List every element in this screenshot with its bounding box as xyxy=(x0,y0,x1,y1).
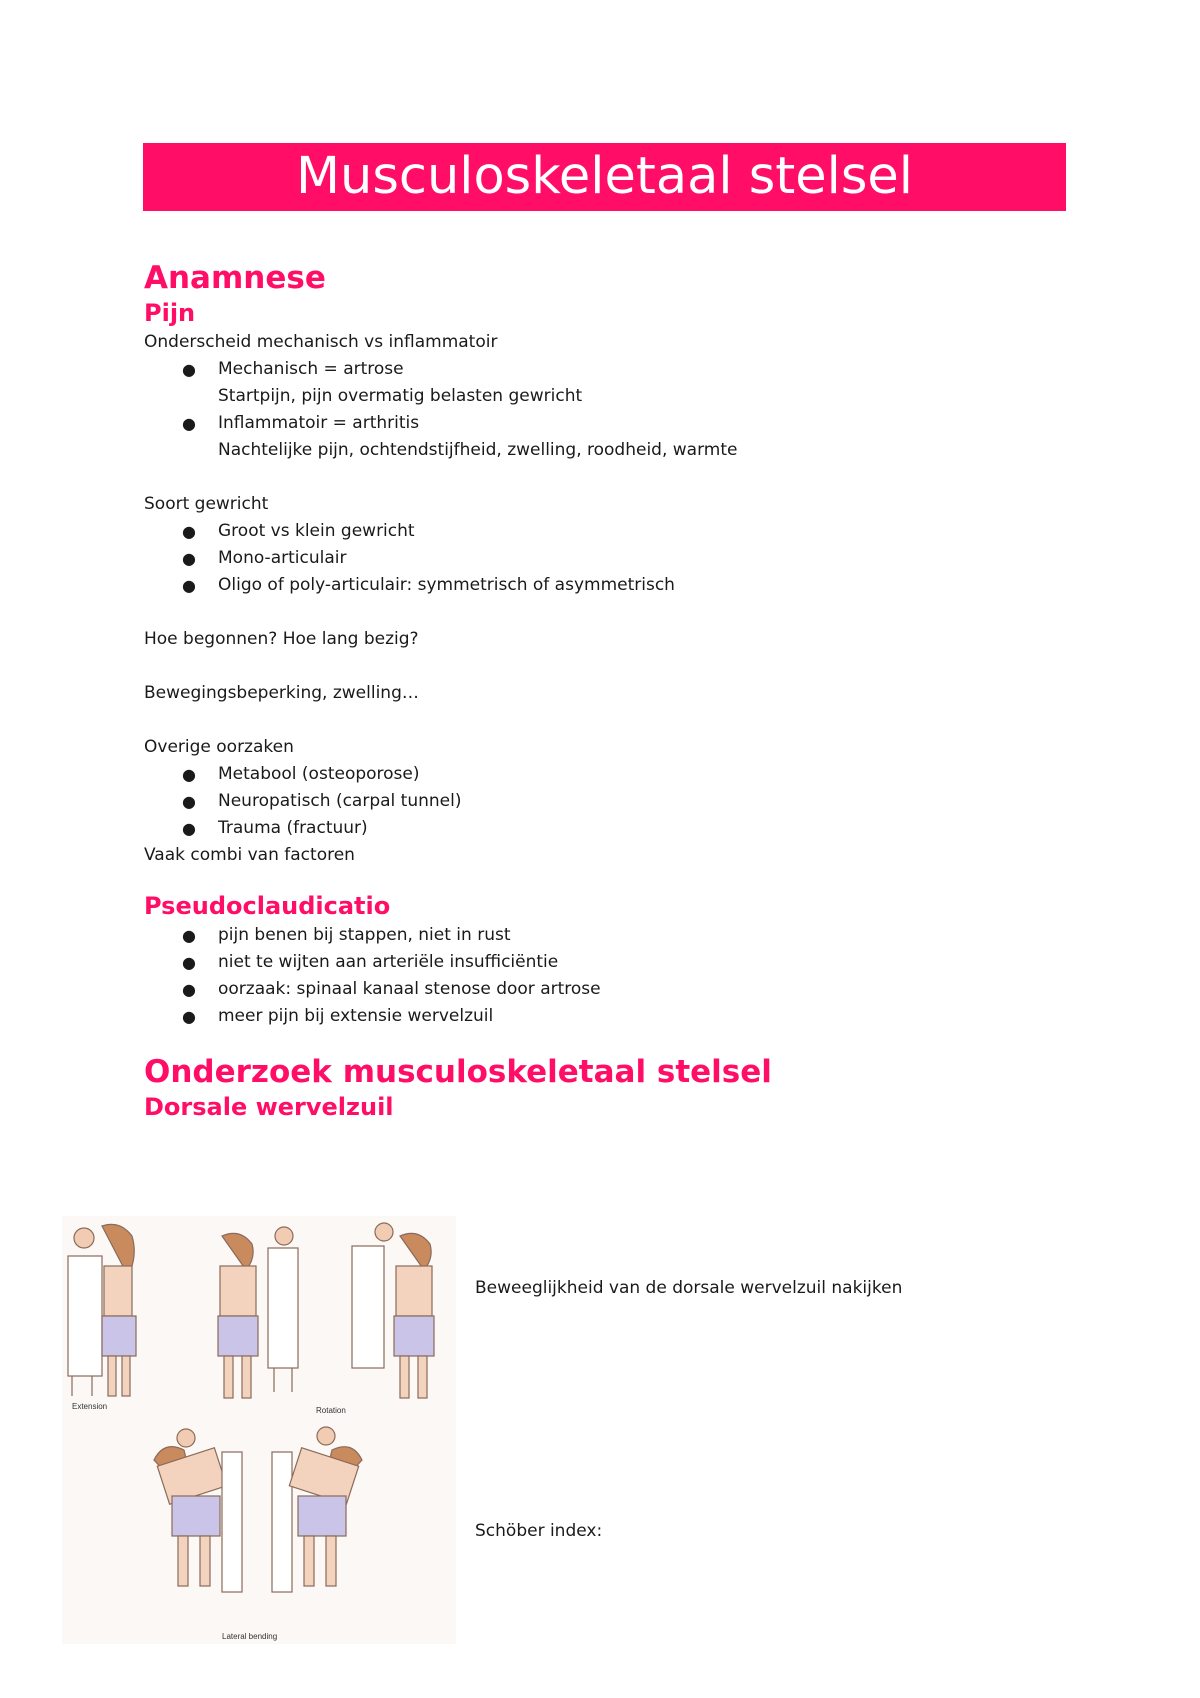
schober-index-label: Schöber index: xyxy=(475,1521,603,1541)
list-item xyxy=(144,572,1064,599)
heading-onderzoek: Onderzoek musculoskeletaal stelsel xyxy=(144,1054,772,1090)
list-item xyxy=(144,518,1064,545)
caption-extension: Extension xyxy=(72,1402,108,1411)
extension-figure xyxy=(68,1224,136,1396)
list-item-text: niet te wijten aan arteriële insufficiëntie xyxy=(218,952,559,972)
list-item xyxy=(144,788,1064,815)
pijn-list xyxy=(144,356,1064,464)
soort-list xyxy=(144,518,1064,599)
lateral-bending-figure-1 xyxy=(154,1429,242,1592)
list-item-text: Oligo of poly-articulair: symmetrisch of asymmetrisch xyxy=(218,575,675,595)
bullet-icon: ● xyxy=(182,414,196,433)
document-title: Musculoskeletaal stelsel xyxy=(143,143,1066,211)
list-item-text: Trauma (fractuur) xyxy=(218,818,368,838)
list-item xyxy=(144,815,1064,842)
bewegingsbeperking: Bewegingsbeperking, zwelling… xyxy=(144,683,419,703)
bullet-icon: ● xyxy=(182,980,196,999)
bullet-icon: ● xyxy=(182,926,196,945)
bullet-icon: ● xyxy=(182,522,196,541)
beweeglijkheid-text: Beweeglijkheid van de dorsale wervelzuil nakijken xyxy=(475,1278,903,1298)
rotation-figure-1 xyxy=(218,1227,298,1398)
overige-label: Overige oorzaken xyxy=(144,737,294,757)
spine-exam-drawing xyxy=(62,1216,456,1644)
bullet-icon: ● xyxy=(182,765,196,784)
list-item-text: Mono-articulair xyxy=(218,548,347,568)
list-item-sub: Startpijn, pijn overmatig belasten gewricht xyxy=(218,386,583,406)
bullet-icon: ● xyxy=(182,1007,196,1026)
list-item-main: Mechanisch = artrose xyxy=(218,359,404,379)
list-item xyxy=(144,922,1064,949)
rotation-figure-2 xyxy=(352,1223,434,1398)
bullet-icon: ● xyxy=(182,549,196,568)
bullet-icon: ● xyxy=(182,953,196,972)
list-item xyxy=(144,545,1064,572)
bullet-icon: ● xyxy=(182,792,196,811)
spine-mobility-illustration xyxy=(62,1216,456,1644)
list-item-text: Metabool (osteoporose) xyxy=(218,764,420,784)
lateral-bending-figure-2 xyxy=(272,1427,362,1592)
list-item xyxy=(144,949,1064,976)
caption-lateral-bending: Lateral bending xyxy=(222,1632,278,1641)
overige-list xyxy=(144,761,1064,842)
vaak-combi: Vaak combi van factoren xyxy=(144,845,355,865)
bullet-icon: ● xyxy=(182,819,196,838)
bullet-icon: ● xyxy=(182,360,196,379)
list-item-text: Neuropatisch (carpal tunnel) xyxy=(218,791,462,811)
list-item xyxy=(144,1003,1064,1030)
heading-pseudoclaudicatio: Pseudoclaudicatio xyxy=(144,892,391,920)
bullet-icon: ● xyxy=(182,576,196,595)
list-item-text: oorzaak: spinaal kanaal stenose door artrose xyxy=(218,979,601,999)
list-item-text: pijn benen bij stappen, niet in rust xyxy=(218,925,511,945)
list-item xyxy=(144,356,1064,410)
list-item-main: Inflammatoir = arthritis xyxy=(218,413,420,433)
heading-pijn: Pijn xyxy=(144,299,196,327)
list-item-sub: Nachtelijke pijn, ochtendstijfheid, zwelling, roodheid, warmte xyxy=(218,440,738,460)
list-item xyxy=(144,410,1064,464)
list-item-text: meer pijn bij extensie wervelzuil xyxy=(218,1006,494,1026)
list-item-text: Groot vs klein gewricht xyxy=(218,521,415,541)
list-item xyxy=(144,761,1064,788)
pijn-intro: Onderscheid mechanisch vs inflammatoir xyxy=(144,332,498,352)
document-body xyxy=(144,258,1064,1123)
heading-dorsale-wervelzuil: Dorsale wervelzuil xyxy=(144,1093,394,1121)
caption-rotation: Rotation xyxy=(316,1406,346,1415)
pseudo-list xyxy=(144,922,1064,1030)
heading-anamnese: Anamnese xyxy=(144,260,326,296)
soort-label: Soort gewricht xyxy=(144,494,269,514)
list-item xyxy=(144,976,1064,1003)
hoe-begonnen: Hoe begonnen? Hoe lang bezig? xyxy=(144,629,419,649)
